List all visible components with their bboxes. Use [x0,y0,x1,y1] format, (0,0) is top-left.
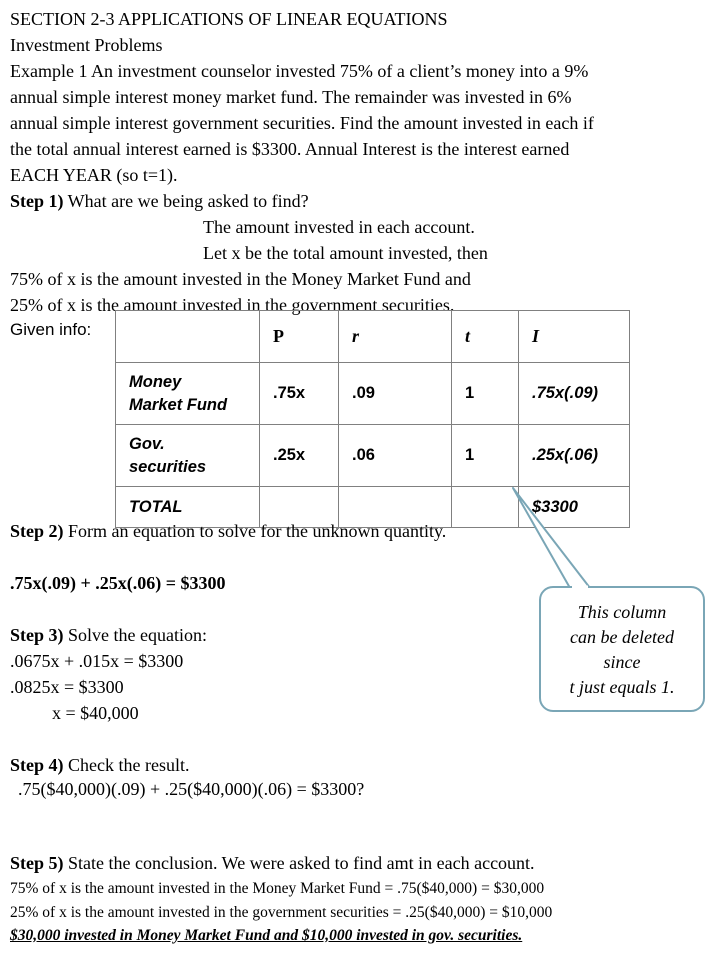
table-cell: $3300 [519,487,630,528]
step-4-text: Check the result. [63,755,190,775]
step-1-mm-line: 75% of x is the amount invested in the Money Market Fund and [10,269,471,289]
example-line: Example 1 An investment counselor invested 75% of a client’s money into a 9% [10,61,589,81]
section-title: SECTION 2-3 APPLICATIONS OF LINEAR EQUATIONS [10,9,448,29]
table-cell: 1 [452,363,519,425]
table-cell: 1 [452,425,519,487]
callout-line: This column [577,602,667,622]
step-5-label: Step 5) [10,853,64,873]
result-line: 25% of x is the amount invested in the government securities = .25($40,000) = $10,000 [10,904,553,921]
table-header-cell: P [260,311,339,363]
solve-line: x = $40,000 [52,703,139,723]
callout-line: can be deleted [570,627,674,647]
table-cell: .06 [339,425,452,487]
table-cell: .25x(.06) [519,425,630,487]
step-2-text: Form an equation to solve for the unknown quantity. [63,521,447,541]
table-cell: .75x [260,363,339,425]
step-1-label: Step 1) [10,191,64,211]
step-1-let: Let x be the total amount invested, then [203,243,488,263]
step-4-label: Step 4) [10,755,64,775]
each-year-line: EACH YEAR (so t=1). [10,165,178,185]
solve-line: .0825x = $3300 [10,677,124,697]
table-cell: .75x(.09) [519,363,630,425]
check-line: .75($40,000)(.09) + .25($40,000)(.06) = $3300? [18,779,365,799]
solve-line: .0675x + .015x = $3300 [10,651,184,671]
table-cell: .25x [260,425,339,487]
table-cell: .09 [339,363,452,425]
equation: .75x(.09) + .25x(.06) = $3300 [10,573,226,593]
table-cell: Gov. securities [116,425,260,487]
table-header-cell: I [519,311,630,363]
section-subtitle: Investment Problems [10,35,163,55]
callout-line: t just equals 1. [569,677,675,697]
table-cell: Money Market Fund [116,363,260,425]
callout-line: since [603,652,641,672]
step-1-answer: The amount invested in each account. [203,217,475,237]
example-line: annual simple interest money market fund. The remainder was invested in 6% [10,87,572,107]
step-1-gov-line: 25% of x is the amount invested in the government securities. [10,295,455,315]
conclusion: $30,000 invested in Money Market Fund and $10,000 invested in gov. securities. [10,927,523,944]
example-line: annual simple interest government securities. Find the amount invested in each if [10,113,594,133]
given-info-label: Given info: [10,320,92,339]
step-2-label: Step 2) [10,521,64,541]
result-line: 75% of x is the amount invested in the Money Market Fund = .75($40,000) = $30,000 [10,880,545,897]
step-3-label: Step 3) [10,625,64,645]
step-1-text: What are we being asked to find? [63,191,309,211]
table-header-cell: t [452,311,519,363]
table-header-cell: r [339,311,452,363]
step-3-text: Solve the equation: [63,625,207,645]
step-5-text: State the conclusion. We were asked to find amt in each account. [63,853,535,873]
example-line: the total annual interest earned is $3300. Annual Interest is the interest earned [10,139,570,159]
table-cell: TOTAL [116,487,260,528]
